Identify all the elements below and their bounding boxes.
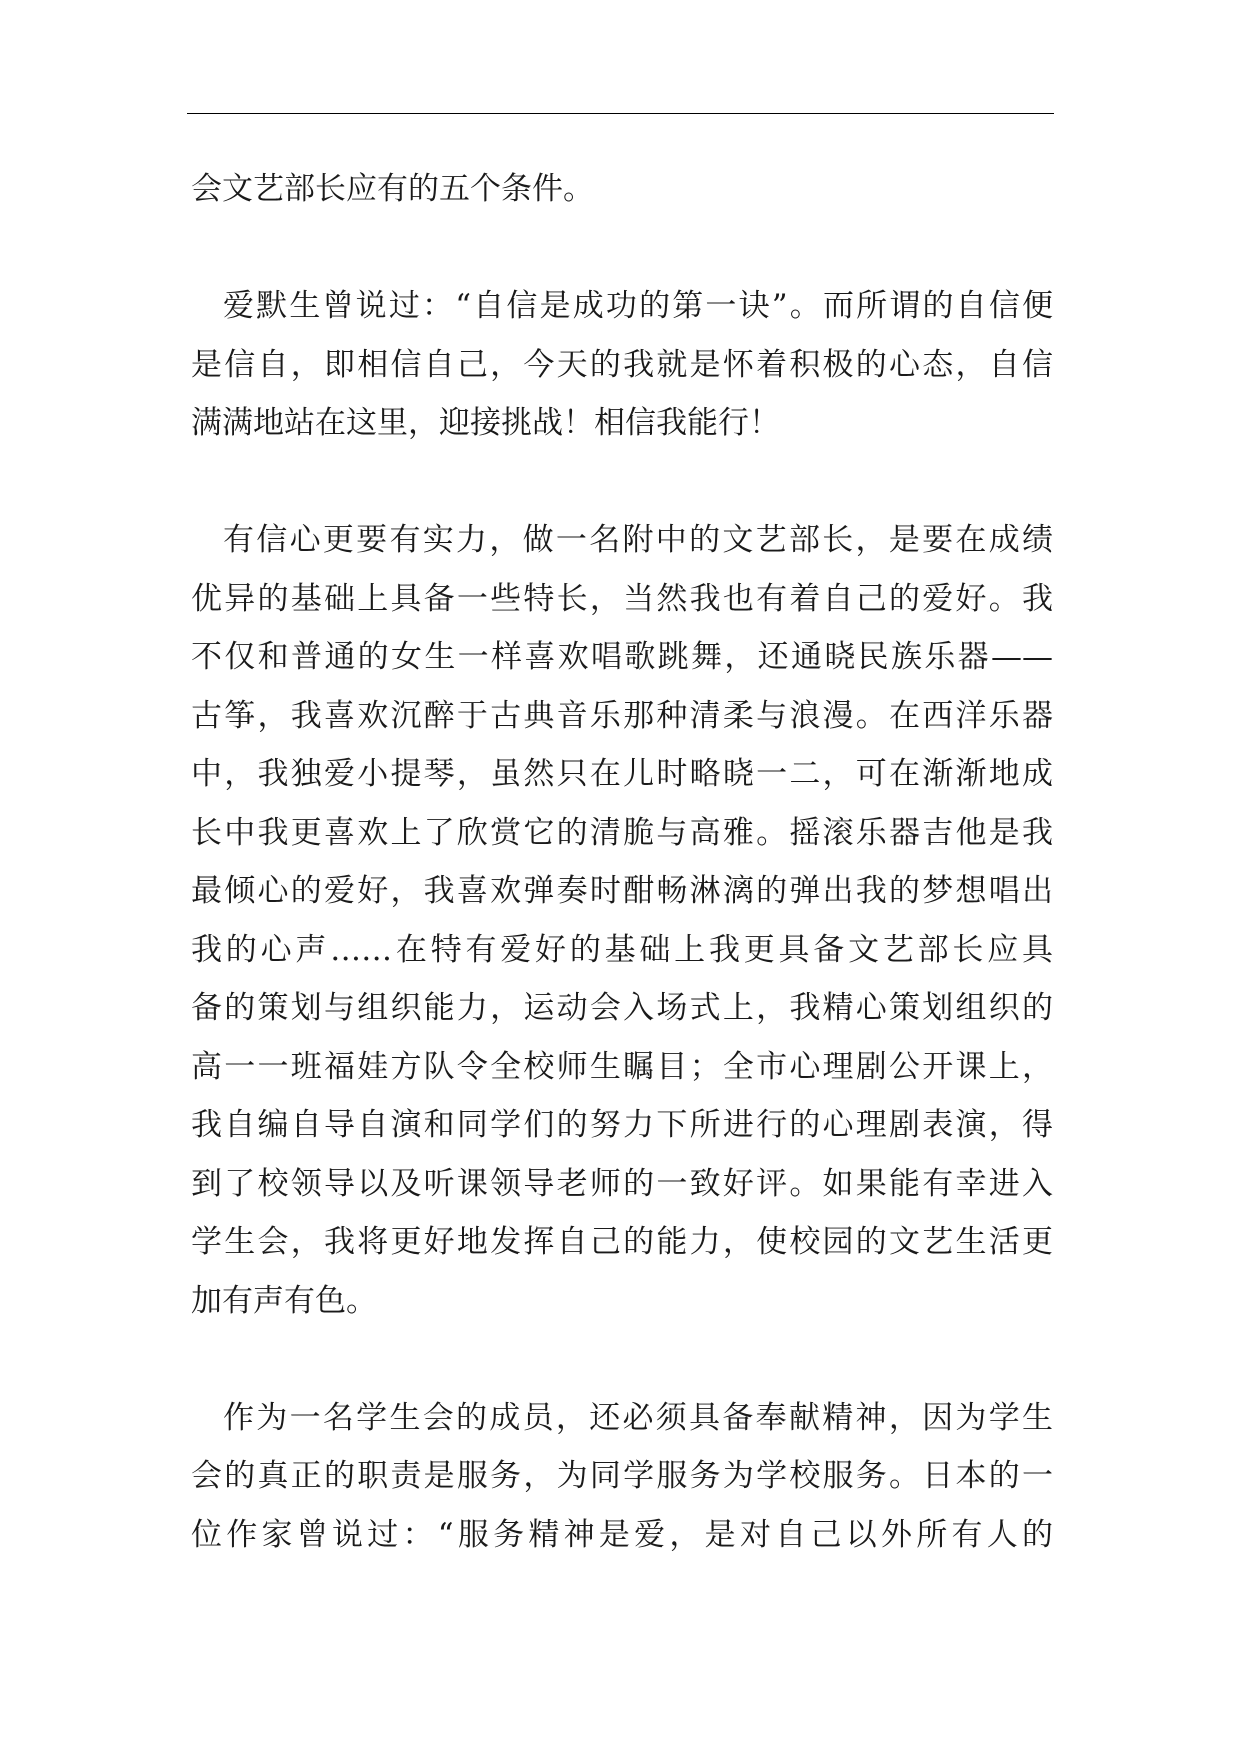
text-line: 最倾心的爱好，我喜欢弹奏时酣畅淋漓的弹出我的梦想唱出 bbox=[191, 873, 1053, 909]
text-line: 古筝，我喜欢沉醉于古典音乐那种清柔与浪漫。在西洋乐器 bbox=[191, 697, 1053, 734]
text-line: 备的策划与组织能力，运动会入场式上，我精心策划组织的 bbox=[191, 990, 1053, 1026]
text-line: 高一一班福娃方队令全校师生瞩目；全市心理剧公开课上， bbox=[191, 1048, 1053, 1085]
paragraph bbox=[191, 1389, 1053, 1565]
text-line: 长中我更喜欢上了欣赏它的清脆与高雅。摇滚乐器吉他是我 bbox=[191, 814, 1053, 851]
text-line: 位作家曾说过：“服务精神是爱，是对自己以外所有人的 bbox=[191, 1516, 1053, 1553]
text-line: 会的真正的职责是服务，为同学服务为学校服务。日本的一 bbox=[191, 1458, 1053, 1494]
paragraph bbox=[191, 511, 1053, 1330]
text-line: 到了校领导以及听课领导老师的一致好评。如果能有幸进入 bbox=[191, 1165, 1053, 1202]
text-line: 不仅和普通的女生一样喜欢唱歌跳舞，还通晓民族乐器—— bbox=[191, 639, 1053, 675]
header-rule bbox=[187, 113, 1054, 114]
text-line: 我自编自导自演和同学们的努力下所进行的心理剧表演，得 bbox=[191, 1107, 1053, 1143]
text-line: 中，我独爱小提琴，虽然只在儿时略晓一二，可在渐渐地成 bbox=[191, 756, 1053, 792]
text-line: 满满地站在这里，迎接挑战！相信我能行！ bbox=[191, 405, 780, 441]
text-line: 爱默生曾说过：“自信是成功的第一诀”。而所谓的自信便 bbox=[223, 288, 1053, 324]
document-body bbox=[191, 160, 1053, 1623]
text-line: 会文艺部长应有的五个条件。 bbox=[191, 171, 594, 207]
text-line: 学生会，我将更好地发挥自己的能力，使校园的文艺生活更 bbox=[191, 1224, 1053, 1260]
text-line: 我的心声……在特有爱好的基础上我更具备文艺部长应具 bbox=[191, 931, 1053, 968]
paragraph bbox=[191, 277, 1053, 453]
paragraph bbox=[191, 160, 1053, 219]
text-line: 是信自，即相信自己，今天的我就是怀着积极的心态，自信 bbox=[191, 346, 1053, 383]
text-line: 有信心更要有实力，做一名附中的文艺部长，是要在成绩 bbox=[223, 522, 1053, 558]
text-line: 优异的基础上具备一些特长，当然我也有着自己的爱好。我 bbox=[191, 580, 1053, 617]
text-line: 作为一名学生会的成员，还必须具备奉献精神，因为学生 bbox=[223, 1399, 1053, 1436]
text-line: 加有声有色。 bbox=[191, 1282, 377, 1319]
